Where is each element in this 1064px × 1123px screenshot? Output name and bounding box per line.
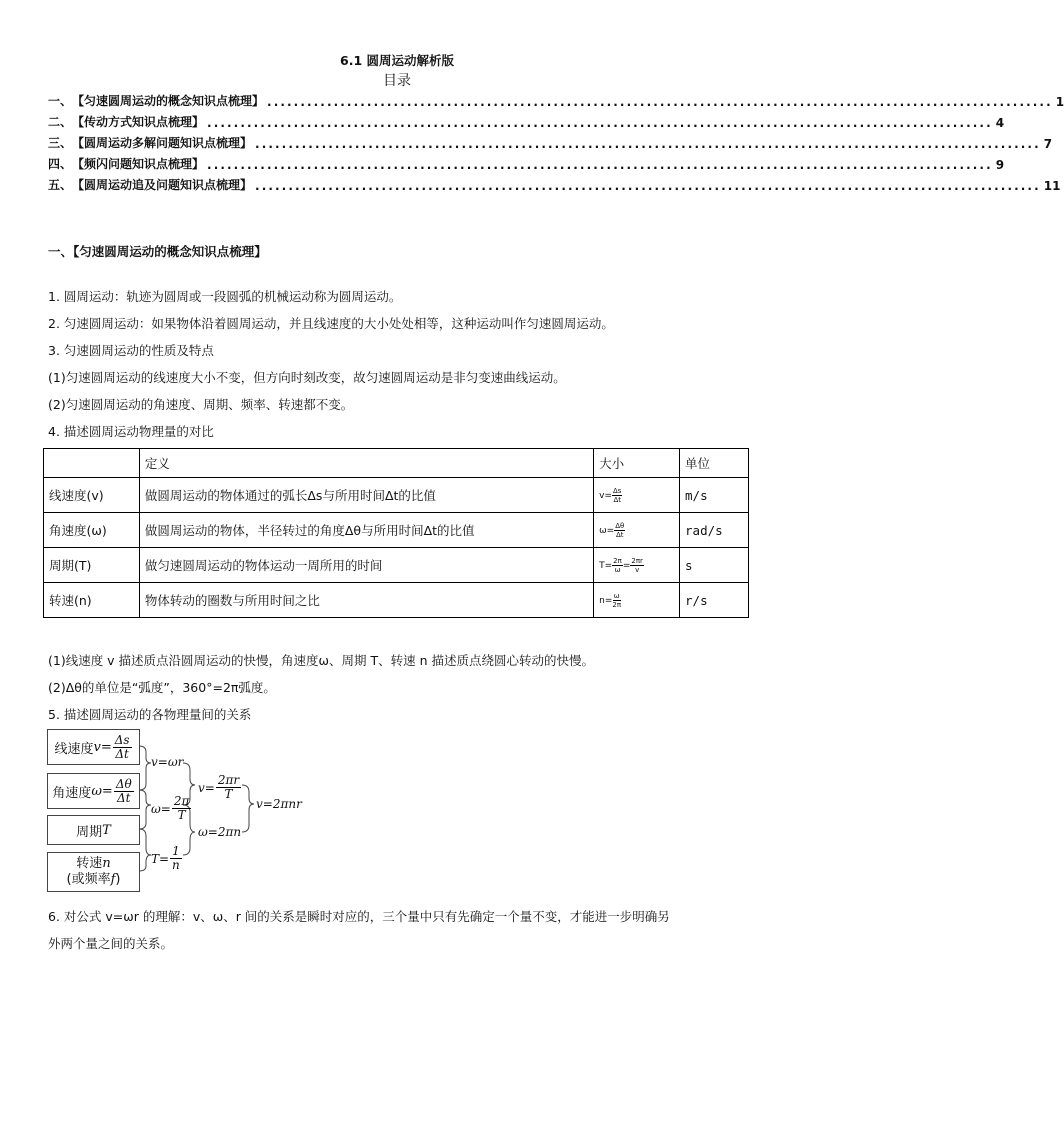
relation-omega-speed: ω=2πn <box>198 825 242 839</box>
toc-leader-dots: ...................................................................................................................... <box>255 179 1041 193</box>
box-variable: f <box>110 872 116 887</box>
toc-leader-dots: ...................................................................................................................... <box>255 137 1041 151</box>
fraction-denominator: n <box>172 858 180 872</box>
paragraph: 3. 匀速圆周运动的性质及特点 <box>48 343 214 358</box>
box-variable: n <box>102 856 111 871</box>
fraction-numerator: Δθ <box>115 776 132 791</box>
formula-prefix: v= <box>599 490 612 501</box>
formula-equals: = <box>622 560 631 571</box>
fraction-denominator: T <box>177 808 186 822</box>
fraction-denominator: T <box>224 787 233 801</box>
relation-prefix: ω= <box>151 801 171 816</box>
relation-fraction <box>216 774 241 801</box>
quantity-unit: m/s <box>680 478 749 513</box>
fraction-denominator: Δt <box>115 746 129 761</box>
quantity-definition: 做圆周运动的物体通过的弧长Δs与所用时间Δt的比值 <box>139 478 593 513</box>
quantity-unit: rad/s <box>680 513 749 548</box>
paragraph: 6. 对公式 v=ωr 的理解：v、ω、r 间的关系是瞬时对应的，三个量中只有先确定一个量不变，才能进一步明确另 <box>48 909 670 924</box>
quantity-unit: r/s <box>680 583 749 618</box>
toc-entry-text: 【传动方式知识点梳理】 <box>72 115 205 129</box>
box-label: 转速 <box>76 856 103 871</box>
formula-prefix: n= <box>599 595 613 606</box>
toc-leader-dots: ...................................................................................................................... <box>207 116 993 130</box>
fraction-numerator: 2π <box>173 794 190 808</box>
section-heading: 一、【匀速圆周运动的概念知识点梳理】 <box>48 244 267 259</box>
toc-entry-page: 4 <box>995 116 1005 130</box>
relation-v-omega-r: v=ωr <box>151 755 184 769</box>
relation-v-period <box>198 774 242 801</box>
fraction-numerator: 1 <box>172 844 180 858</box>
fraction-numerator: 2πr <box>217 773 240 787</box>
brace-rel3 <box>139 829 151 871</box>
toc-heading: 目录 <box>383 73 411 89</box>
fraction-numerator: Δθ <box>615 521 625 530</box>
fraction-denominator: ω <box>614 565 621 574</box>
fraction-denominator: Δt <box>615 530 624 539</box>
document-title: 6.1 圆周运动解析版 <box>340 53 454 68</box>
box-label: ) <box>115 872 121 887</box>
paragraph: 5. 描述圆周运动的各物理量间的关系 <box>48 707 252 722</box>
formula-prefix: ω= <box>599 525 615 536</box>
toc-entry-number: 二、 <box>48 115 73 129</box>
relation-prefix: v= <box>198 780 215 795</box>
fraction-numerator: Δs <box>114 732 130 747</box>
fraction-denominator: v <box>635 565 640 574</box>
formula-prefix: T= <box>599 560 613 571</box>
relation-period-speed <box>151 845 183 872</box>
box-variable: v= <box>93 739 112 755</box>
relation-prefix: T= <box>151 851 170 866</box>
paragraph: 1. 圆周运动：轨迹为圆周或一段圆弧的机械运动称为圆周运动。 <box>48 289 402 304</box>
quantity-name: 线速度(v) <box>44 478 140 513</box>
toc-entry-page: 9 <box>995 158 1005 172</box>
paragraph: (2)匀速圆周运动的角速度、周期、频率、转速都不变。 <box>48 397 354 412</box>
quantity-definition: 物体转动的圈数与所用时间之比 <box>139 583 593 618</box>
table-header-cell: 大小 <box>594 449 680 478</box>
box-label: 角速度 <box>52 785 92 801</box>
toc-entry-text: 【匀速圆周运动的概念知识点梳理】 <box>72 94 265 108</box>
fraction-denominator: 2π <box>612 600 622 609</box>
paragraph: 4. 描述圆周运动物理量的对比 <box>48 424 214 439</box>
paragraph: 2. 匀速圆周运动：如果物体沿着圆周运动，并且线速度的大小处处相等，这种运动叫作匀速圆周运动。 <box>48 316 614 331</box>
quantity-definition: 做圆周运动的物体，半径转过的角度Δθ与所用时间Δt的比值 <box>139 513 593 548</box>
table-header-cell: 单位 <box>680 449 749 478</box>
fraction-denominator: Δt <box>117 790 131 805</box>
toc-leader-dots: ...................................................................................................................... <box>207 158 993 172</box>
brace-rel2 <box>139 790 151 829</box>
paragraph: (2)Δθ的单位是“弧度”，360°=2π弧度。 <box>48 680 276 695</box>
paragraph: (1)匀速圆周运动的线速度大小不变，但方向时刻改变，故匀速圆周运动是非匀变速曲线运动。 <box>48 370 566 385</box>
relation-omega-period <box>151 795 192 822</box>
relation-fraction <box>172 795 192 822</box>
brace-rel1 <box>139 746 151 790</box>
box-label: 周期 <box>76 824 103 840</box>
fraction-numerator: 2πr <box>631 556 643 565</box>
quantity-name: 周期(T) <box>44 548 140 583</box>
toc-entry-number: 三、 <box>48 136 73 150</box>
toc-entry-text: 【圆周运动多解问题知识点梳理】 <box>72 136 253 150</box>
box-label: 线速度 <box>54 741 94 757</box>
box-label: (或频率 <box>66 872 111 887</box>
fraction-numerator: ω <box>613 591 620 600</box>
toc-entry-text: 【圆周运动追及问题知识点梳理】 <box>72 178 253 192</box>
toc-entry-page: 7 <box>1043 137 1053 151</box>
quantity-name: 转速(n) <box>44 583 140 618</box>
box-variable: ω= <box>91 783 113 799</box>
relation-v-speed: v=2πnr <box>256 797 302 811</box>
toc-entry-page: 11 <box>1043 179 1061 193</box>
fraction-numerator: 2π <box>613 556 622 565</box>
toc-leader-dots: ...................................................................................................................... <box>267 95 1053 109</box>
toc-entry-page: 1 <box>1055 95 1064 109</box>
box-variable: T <box>102 822 111 838</box>
toc-entry-number: 四、 <box>48 157 73 171</box>
table-header-cell: 定义 <box>139 449 593 478</box>
paragraph: (1)线速度 v 描述质点沿圆周运动的快慢，角速度ω、周期 T、转速 n 描述质点绕圆心转动的快慢。 <box>48 653 594 668</box>
quantity-name: 角速度(ω) <box>44 513 140 548</box>
toc-entry-number: 一、 <box>48 94 73 108</box>
quantity-definition: 做匀速圆周运动的物体运动一周所用的时间 <box>139 548 593 583</box>
fraction-denominator: Δt <box>613 495 621 504</box>
fraction-numerator: Δs <box>613 486 622 495</box>
paragraph: 外两个量之间的关系。 <box>48 936 174 951</box>
relation-fraction <box>170 845 182 872</box>
toc-entry-text: 【频闪问题知识点梳理】 <box>72 157 205 171</box>
toc-entry-number: 五、 <box>48 178 73 192</box>
quantity-unit: s <box>680 548 749 583</box>
brace-rel6 <box>242 785 254 832</box>
